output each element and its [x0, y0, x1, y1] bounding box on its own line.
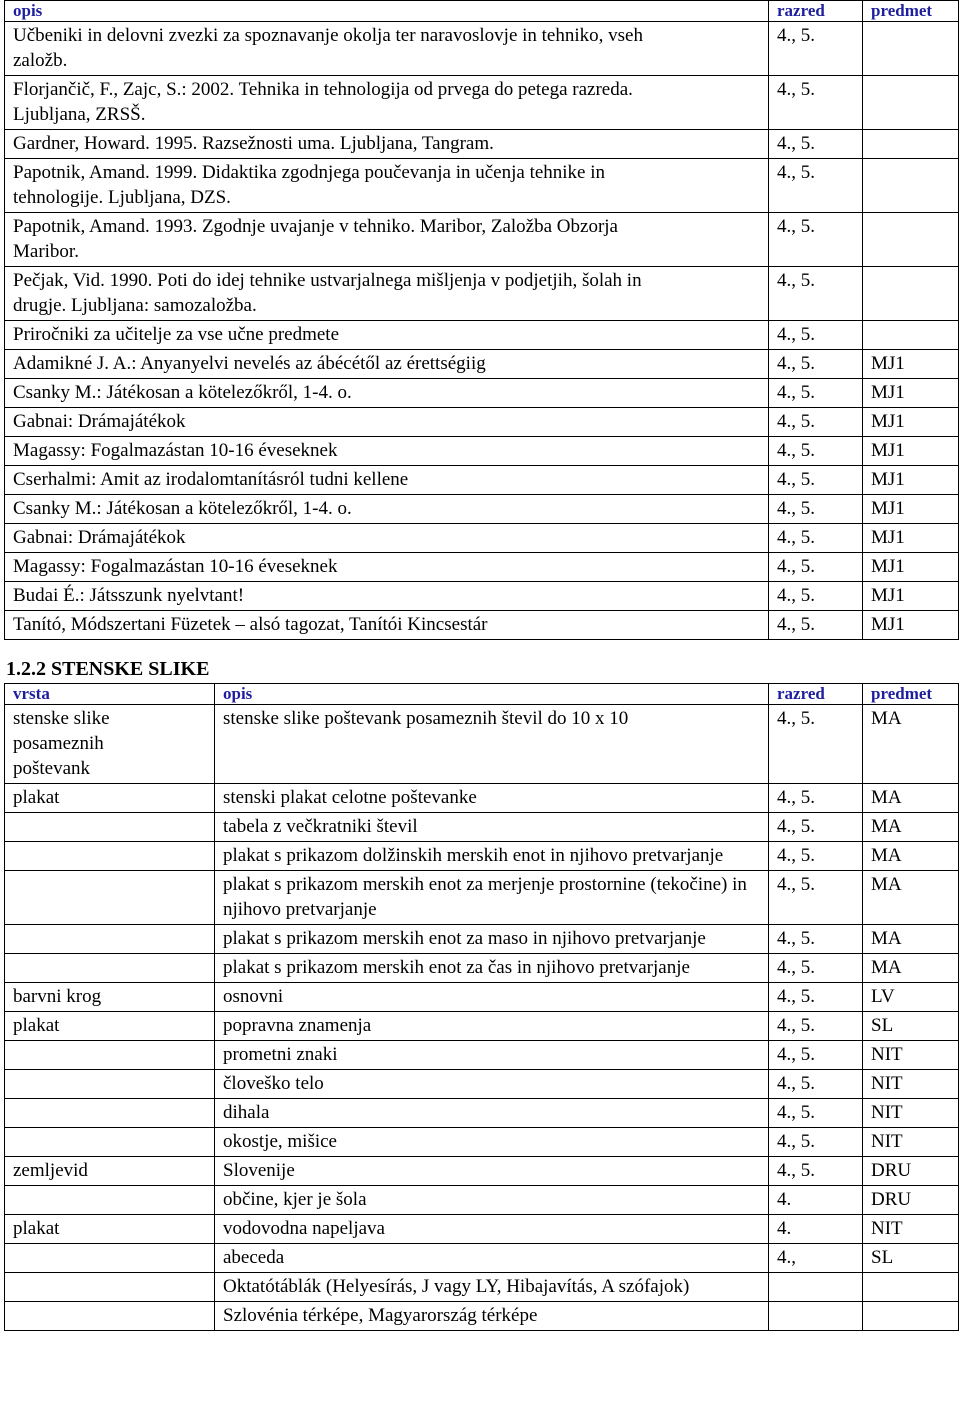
cell-predmet: SL — [863, 1244, 959, 1273]
cell-predmet — [863, 267, 959, 321]
cell-predmet — [863, 22, 959, 76]
cell-predmet: NIT — [863, 1215, 959, 1244]
table-row — [5, 321, 959, 350]
cell-vrsta — [5, 1302, 215, 1331]
cell-opis: Szlovénia térképe, Magyarország térképe — [215, 1302, 769, 1331]
cell-opis: Magassy: Fogalmazástan 10-16 éveseknek — [5, 553, 769, 582]
header-opis: opis — [5, 1, 769, 22]
cell-opis: Oktatótáblák (Helyesírás, J vagy LY, Hibajavítás, A szófajok) — [215, 1273, 769, 1302]
table-row — [5, 1041, 959, 1070]
cell-predmet: MA — [863, 842, 959, 871]
table-row — [5, 813, 959, 842]
cell-razred: 4., — [769, 1244, 863, 1273]
table-row — [5, 159, 959, 213]
table-row — [5, 784, 959, 813]
cell-razred: 4., 5. — [769, 784, 863, 813]
references-table — [4, 0, 959, 640]
cell-opis: stenske slike poštevank posameznih števil do 10 x 10 — [215, 705, 769, 784]
cell-opis: plakat s prikazom dolžinskih merskih enot in njihovo pretvarjanje — [215, 842, 769, 871]
cell-predmet: NIT — [863, 1070, 959, 1099]
cell-razred: 4. — [769, 1186, 863, 1215]
cell-vrsta — [5, 871, 215, 925]
cell-predmet — [863, 1302, 959, 1331]
cell-predmet: NIT — [863, 1041, 959, 1070]
cell-opis: dihala — [215, 1099, 769, 1128]
cell-razred: 4., 5. — [769, 1128, 863, 1157]
table-row — [5, 925, 959, 954]
cell-razred: 4., 5. — [769, 1041, 863, 1070]
table-row — [5, 1244, 959, 1273]
cell-predmet: MJ1 — [863, 495, 959, 524]
wall-pictures-table — [4, 683, 959, 1331]
table-row — [5, 954, 959, 983]
cell-vrsta — [5, 1070, 215, 1099]
cell-razred — [769, 1273, 863, 1302]
cell-vrsta — [5, 1244, 215, 1273]
cell-razred: 4., 5. — [769, 983, 863, 1012]
cell-vrsta: barvni krog — [5, 983, 215, 1012]
cell-razred: 4., 5. — [769, 76, 863, 130]
table-row — [5, 76, 959, 130]
cell-razred: 4., 5. — [769, 1157, 863, 1186]
cell-predmet: DRU — [863, 1186, 959, 1215]
cell-vrsta: plakat — [5, 784, 215, 813]
cell-opis: Florjančič, F., Zajc, S.: 2002. Tehnika in tehnologija od prvega do petega razreda. Ljubljana, ZRSŠ. — [5, 76, 769, 130]
cell-vrsta — [5, 813, 215, 842]
cell-razred — [769, 1302, 863, 1331]
cell-vrsta — [5, 1128, 215, 1157]
cell-razred: 4., 5. — [769, 871, 863, 925]
cell-predmet: MJ1 — [863, 524, 959, 553]
cell-opis: Budai É.: Játsszunk nyelvtant! — [5, 582, 769, 611]
table-row — [5, 130, 959, 159]
cell-predmet: MA — [863, 813, 959, 842]
cell-predmet: NIT — [863, 1099, 959, 1128]
cell-opis: Adamikné J. A.: Anyanyelvi nevelés az ábécétől az érettségiig — [5, 350, 769, 379]
references-table-body — [5, 1, 959, 640]
cell-razred: 4., 5. — [769, 159, 863, 213]
cell-razred: 4., 5. — [769, 582, 863, 611]
cell-opis: Csanky M.: Játékosan a kötelezőkről, 1-4. o. — [5, 379, 769, 408]
cell-opis: stenski plakat celotne poštevanke — [215, 784, 769, 813]
table-row — [5, 705, 959, 784]
cell-opis: Pečjak, Vid. 1990. Poti do idej tehnike ustvarjalnega mišljenja v podjetjih, šolah in drugje. Ljubljana: samozaložba. — [5, 267, 769, 321]
table-row — [5, 437, 959, 466]
cell-razred: 4., 5. — [769, 22, 863, 76]
table-row — [5, 1070, 959, 1099]
cell-predmet: MA — [863, 954, 959, 983]
cell-opis: Gabnai: Drámajátékok — [5, 524, 769, 553]
table-row — [5, 350, 959, 379]
cell-opis: Tanító, Módszertani Füzetek – alsó tagozat, Tanítói Kincsestár — [5, 611, 769, 640]
cell-predmet — [863, 321, 959, 350]
table-row — [5, 466, 959, 495]
table-header-row — [5, 684, 959, 705]
cell-opis: tabela z večkratniki števil — [215, 813, 769, 842]
table-row — [5, 1157, 959, 1186]
cell-opis: vodovodna napeljava — [215, 1215, 769, 1244]
cell-opis: Gabnai: Drámajátékok — [5, 408, 769, 437]
cell-predmet: LV — [863, 983, 959, 1012]
cell-vrsta: plakat — [5, 1012, 215, 1041]
cell-opis: Csanky M.: Játékosan a kötelezőkről, 1-4. o. — [5, 495, 769, 524]
table-row — [5, 1012, 959, 1041]
cell-opis: popravna znamenja — [215, 1012, 769, 1041]
cell-predmet: MA — [863, 705, 959, 784]
table-row — [5, 1302, 959, 1331]
cell-opis: Učbeniki in delovni zvezki za spoznavanje okolja ter naravoslovje in tehniko, vseh založb. — [5, 22, 769, 76]
table-row — [5, 1128, 959, 1157]
cell-vrsta: plakat — [5, 1215, 215, 1244]
cell-razred: 4., 5. — [769, 408, 863, 437]
cell-predmet: MJ1 — [863, 437, 959, 466]
section-heading: 1.2.2 STENSKE SLIKE — [6, 658, 210, 680]
cell-razred: 4., 5. — [769, 925, 863, 954]
cell-predmet: MA — [863, 871, 959, 925]
cell-predmet — [863, 159, 959, 213]
cell-razred: 4., 5. — [769, 1070, 863, 1099]
cell-predmet — [863, 1273, 959, 1302]
table-row — [5, 983, 959, 1012]
cell-razred: 4., 5. — [769, 495, 863, 524]
cell-razred: 4., 5. — [769, 1012, 863, 1041]
cell-predmet: MJ1 — [863, 582, 959, 611]
cell-predmet: DRU — [863, 1157, 959, 1186]
cell-predmet — [863, 76, 959, 130]
table-row — [5, 611, 959, 640]
cell-razred: 4., 5. — [769, 213, 863, 267]
cell-opis: prometni znaki — [215, 1041, 769, 1070]
cell-razred: 4., 5. — [769, 524, 863, 553]
cell-opis: Magassy: Fogalmazástan 10-16 éveseknek — [5, 437, 769, 466]
cell-vrsta — [5, 1099, 215, 1128]
cell-opis: občine, kjer je šola — [215, 1186, 769, 1215]
table-row — [5, 524, 959, 553]
cell-predmet — [863, 213, 959, 267]
cell-opis: Priročniki za učitelje za vse učne predmete — [5, 321, 769, 350]
cell-vrsta — [5, 1273, 215, 1302]
cell-predmet — [863, 130, 959, 159]
cell-predmet: MJ1 — [863, 553, 959, 582]
cell-vrsta — [5, 1041, 215, 1070]
cell-predmet: MJ1 — [863, 611, 959, 640]
cell-opis: abeceda — [215, 1244, 769, 1273]
cell-opis: Cserhalmi: Amit az irodalomtanításról tudni kellene — [5, 466, 769, 495]
cell-predmet: MJ1 — [863, 466, 959, 495]
table-row — [5, 267, 959, 321]
cell-predmet: MJ1 — [863, 350, 959, 379]
cell-opis: plakat s prikazom merskih enot za merjenje prostornine (tekočine) in njihovo pretvarjanje — [215, 871, 769, 925]
wall-pictures-section — [4, 683, 959, 1331]
cell-razred: 4., 5. — [769, 321, 863, 350]
cell-predmet: MJ1 — [863, 379, 959, 408]
wall-pictures-table-body — [5, 684, 959, 1331]
header-predmet: predmet — [863, 684, 959, 705]
cell-razred: 4., 5. — [769, 553, 863, 582]
cell-razred: 4., 5. — [769, 350, 863, 379]
table-row — [5, 1099, 959, 1128]
cell-predmet: MJ1 — [863, 408, 959, 437]
cell-predmet: MA — [863, 784, 959, 813]
cell-predmet: SL — [863, 1012, 959, 1041]
cell-vrsta: stenske slike posameznih poštevank — [5, 705, 215, 784]
cell-razred: 4., 5. — [769, 842, 863, 871]
header-vrsta: vrsta — [5, 684, 215, 705]
cell-opis: plakat s prikazom merskih enot za maso in njihovo pretvarjanje — [215, 925, 769, 954]
table-row — [5, 22, 959, 76]
cell-vrsta — [5, 925, 215, 954]
cell-opis: osnovni — [215, 983, 769, 1012]
cell-vrsta — [5, 842, 215, 871]
cell-razred: 4., 5. — [769, 267, 863, 321]
table-row — [5, 871, 959, 925]
table-row — [5, 582, 959, 611]
table-row — [5, 379, 959, 408]
cell-opis: plakat s prikazom merskih enot za čas in njihovo pretvarjanje — [215, 954, 769, 983]
cell-opis: Papotnik, Amand. 1999. Didaktika zgodnjega poučevanja in učenja tehnike in tehnologije. Ljubljana, DZS. — [5, 159, 769, 213]
cell-opis: Slovenije — [215, 1157, 769, 1186]
cell-opis: človeško telo — [215, 1070, 769, 1099]
cell-razred: 4., 5. — [769, 379, 863, 408]
header-predmet: predmet — [863, 1, 959, 22]
header-razred: razred — [769, 684, 863, 705]
cell-predmet: NIT — [863, 1128, 959, 1157]
table-row — [5, 1186, 959, 1215]
cell-razred: 4., 5. — [769, 130, 863, 159]
table-row — [5, 408, 959, 437]
cell-vrsta — [5, 954, 215, 983]
cell-opis: Papotnik, Amand. 1993. Zgodnje uvajanje v tehniko. Maribor, Založba Obzorja Maribor. — [5, 213, 769, 267]
cell-razred: 4., 5. — [769, 437, 863, 466]
cell-razred: 4., 5. — [769, 705, 863, 784]
cell-razred: 4., 5. — [769, 954, 863, 983]
cell-opis: Gardner, Howard. 1995. Razsežnosti uma. Ljubljana, Tangram. — [5, 130, 769, 159]
cell-razred: 4., 5. — [769, 1099, 863, 1128]
table-header-row — [5, 1, 959, 22]
header-razred: razred — [769, 1, 863, 22]
table-row — [5, 842, 959, 871]
cell-vrsta — [5, 1186, 215, 1215]
cell-razred: 4., 5. — [769, 813, 863, 842]
cell-razred: 4., 5. — [769, 466, 863, 495]
document — [4, 0, 958, 640]
header-opis: opis — [215, 684, 769, 705]
table-row — [5, 553, 959, 582]
table-row — [5, 1215, 959, 1244]
table-row — [5, 495, 959, 524]
table-row — [5, 1273, 959, 1302]
cell-opis: okostje, mišice — [215, 1128, 769, 1157]
cell-razred: 4., 5. — [769, 611, 863, 640]
cell-predmet: MA — [863, 925, 959, 954]
cell-vrsta: zemljevid — [5, 1157, 215, 1186]
cell-razred: 4. — [769, 1215, 863, 1244]
table-row — [5, 213, 959, 267]
